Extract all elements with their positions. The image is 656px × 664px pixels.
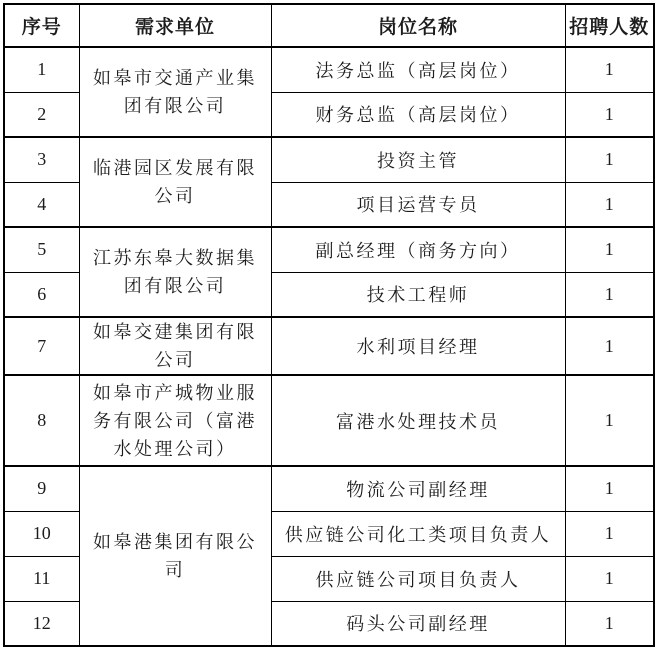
unit-cell: 江苏东皋大数据集团有限公司 — [79, 227, 271, 317]
position-cell: 投资主管 — [271, 137, 565, 182]
count-cell: 1 — [565, 466, 654, 511]
serial-number-cell: 1 — [4, 47, 79, 92]
header-position-name: 岗位名称 — [271, 4, 565, 47]
header-recruit-count: 招聘人数 — [565, 4, 654, 47]
position-cell: 副总经理（商务方向） — [271, 227, 565, 272]
count-cell: 1 — [565, 137, 654, 182]
count-cell: 1 — [565, 317, 654, 375]
count-cell: 1 — [565, 227, 654, 272]
unit-cell: 如皋港集团有限公司 — [79, 466, 271, 646]
header-row — [4, 4, 654, 47]
serial-number-cell: 12 — [4, 601, 79, 646]
position-cell: 项目运营专员 — [271, 182, 565, 227]
unit-cell: 如皋市产城物业服务有限公司（富港水处理公司） — [79, 375, 271, 466]
unit-cell: 如皋交建集团有限公司 — [79, 317, 271, 375]
position-cell: 码头公司副经理 — [271, 601, 565, 646]
count-cell: 1 — [565, 182, 654, 227]
count-cell: 1 — [565, 511, 654, 556]
serial-number-cell: 5 — [4, 227, 79, 272]
serial-number-cell: 6 — [4, 272, 79, 317]
header-demand-unit: 需求单位 — [79, 4, 271, 47]
serial-number-cell: 4 — [4, 182, 79, 227]
serial-number-cell: 11 — [4, 556, 79, 601]
unit-cell: 临港园区发展有限公司 — [79, 137, 271, 227]
count-cell: 1 — [565, 375, 654, 466]
serial-number-cell: 3 — [4, 137, 79, 182]
table-row — [4, 47, 654, 92]
table-row — [4, 317, 654, 375]
table-row — [4, 375, 654, 466]
table-row — [4, 227, 654, 272]
serial-number-cell: 10 — [4, 511, 79, 556]
count-cell: 1 — [565, 601, 654, 646]
position-cell: 富港水处理技术员 — [271, 375, 565, 466]
position-cell: 财务总监（高层岗位） — [271, 92, 565, 137]
position-cell: 物流公司副经理 — [271, 466, 565, 511]
serial-number-cell: 8 — [4, 375, 79, 466]
position-cell: 技术工程师 — [271, 272, 565, 317]
unit-cell: 如皋市交通产业集团有限公司 — [79, 47, 271, 137]
position-cell: 水利项目经理 — [271, 317, 565, 375]
count-cell: 1 — [565, 47, 654, 92]
table-row — [4, 466, 654, 511]
serial-number-cell: 2 — [4, 92, 79, 137]
position-cell: 法务总监（高层岗位） — [271, 47, 565, 92]
count-cell: 1 — [565, 556, 654, 601]
count-cell: 1 — [565, 92, 654, 137]
position-cell: 供应链公司项目负责人 — [271, 556, 565, 601]
count-cell: 1 — [565, 272, 654, 317]
table-row — [4, 137, 654, 182]
serial-number-cell: 7 — [4, 317, 79, 375]
recruitment-table — [3, 3, 655, 647]
serial-number-cell: 9 — [4, 466, 79, 511]
header-serial-number: 序号 — [4, 4, 79, 47]
position-cell: 供应链公司化工类项目负责人 — [271, 511, 565, 556]
